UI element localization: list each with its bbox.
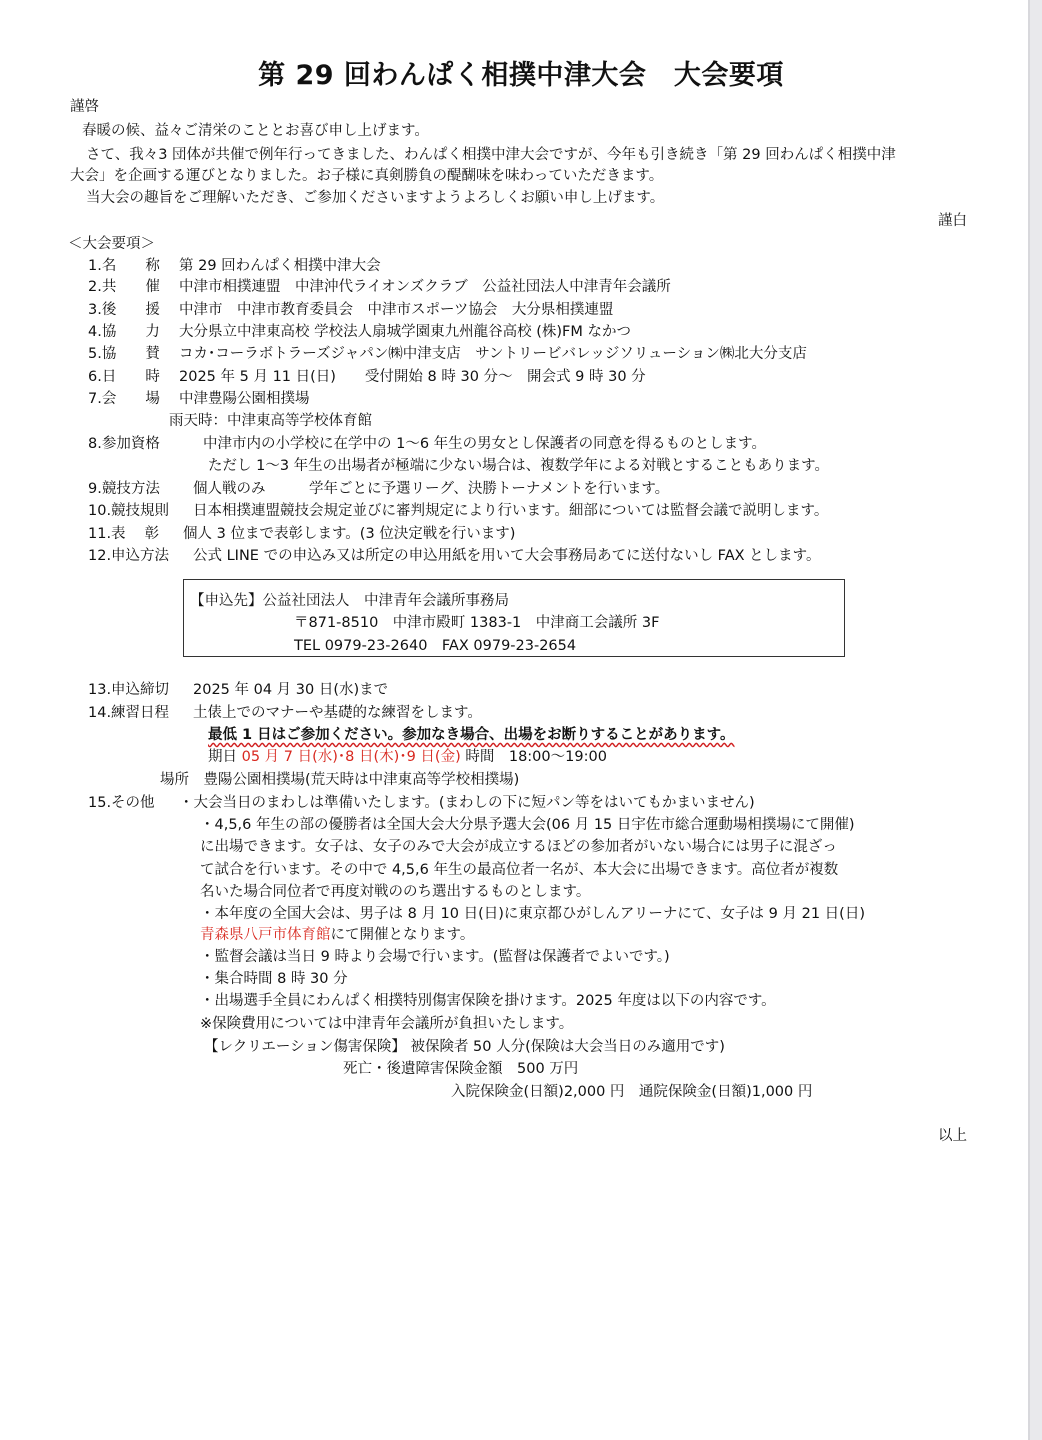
page-edge — [1028, 0, 1030, 1440]
item-value: 日本相撲連盟競技会規定並びに審判規定により行います。細部については監督会議で説明します。 — [193, 503, 829, 519]
section-heading: ＜大会要項＞ — [68, 236, 155, 252]
insurance-hospital: 入院保険金(日額)2,000 円 通院保険金(日額)1,000 円 — [451, 1084, 813, 1100]
item-label: 5.協 賛 — [88, 346, 160, 362]
contact-org: 【申込先】公益社団法人 中津青年会議所事務局 — [190, 593, 509, 609]
note-bullet-2c: て試合を行います。その中で 4,5,6 年生の最高位者一名が、本大会に出場できます。高位者が複数 — [200, 862, 839, 878]
note-bullet-2b: に出場できます。女子は、女子のみで大会が成立するほどの参加者がいない場合には男子に混ざっ — [200, 839, 837, 855]
item-label: 12.申込方法 — [88, 548, 170, 564]
item-value: 中津市内の小学校に在学中の 1～6 年生の男女とし保護者の同意を得るものとします。 — [203, 436, 767, 452]
insurance-heading: 【レクリエーション傷害保険】 被保険者 50 人分(保険は大会当日のみ適用です) — [204, 1039, 725, 1055]
insurance-death: 死亡・後遺障害保険金額 500 万円 — [343, 1061, 579, 1077]
item-label: 15.その他 — [88, 795, 155, 811]
intro-paragraph-2b: 大会」を企画する運びとなりました。お子様に真剣勝負の醍醐味を味わっていただきます。 — [70, 168, 664, 184]
item-value: 2025 年 04 月 30 日(水)まで — [193, 682, 389, 698]
item-label: 14.練習日程 — [88, 705, 170, 721]
national-venue: 青森県八戸市体育館 — [200, 927, 331, 943]
note-bullet-3b — [200, 925, 474, 945]
item-value: 個人 3 位まで表彰します。(3 位決定戦を行います) — [183, 526, 516, 542]
item-value: 中津市相撲連盟 中津沖代ライオンズクラブ 公益社団法人中津青年会議所 — [179, 279, 671, 295]
contact-box — [183, 579, 845, 657]
note-bullet-5: ・集合時間 8 時 30 分 — [200, 971, 348, 987]
practice-notice: 最低 1 日はご参加ください。参加なき場合、出場をお断りすることがあります。 — [208, 727, 735, 743]
item-label: 4.協 力 — [88, 324, 160, 340]
note-bullet-2d: 名いた場合同位者で再度対戦ののち選出するものとします。 — [200, 884, 591, 900]
item-value: 第 29 回わんぱく相撲中津大会 — [179, 258, 381, 274]
item-value: 中津市 中津市教育委員会 中津市スポーツ協会 大分県相撲連盟 — [179, 302, 614, 318]
contact-phone-fax: TEL 0979-23-2640 FAX 0979-23-2654 — [294, 638, 577, 654]
item-label: 9.競技方法 — [88, 481, 160, 497]
practice-dates-row — [208, 747, 607, 767]
item-label: 8.参加資格 — [88, 436, 160, 452]
document-title: 第 29 回わんぱく相撲中津大会 大会要項 — [258, 60, 784, 91]
note-bullet-1: ・大会当日のまわしは準備いたします。(まわしの下に短パン等をはいてもかまいません) — [179, 795, 755, 811]
item-value: 2025 年 5 月 11 日(日) 受付開始 8 時 30 分～ 開会式 9 時 30 分 — [179, 369, 646, 385]
item-label: 3.後 援 — [88, 302, 160, 318]
intro-paragraph-2a: さて、我々3 団体が共催で例年行ってきました、わんぱく相撲中津大会ですが、今年も引き続き「第 29 回わんぱく相撲中津 — [86, 147, 896, 163]
practice-date-prefix: 期日 — [208, 749, 237, 765]
item-value: コカ･コーラボトラーズジャパン㈱中津支店 サントリービバレッジソリューション㈱北大分支店 — [179, 346, 807, 362]
item-value: 大分県立中津東高校 学校法人扇城学園東九州龍谷高校 (株)FM なかつ — [179, 324, 631, 340]
item-label: 10.競技規則 — [88, 503, 170, 519]
item-note: ただし 1～3 年生の出場者が極端に少ない場合は、複数学年による対戦とすることもあります。 — [208, 458, 830, 474]
contact-address: 〒871-8510 中津市殿町 1383-1 中津商工会議所 3F — [294, 615, 660, 631]
item-label: 13.申込締切 — [88, 682, 170, 698]
item-value: 公式 LINE での申込み又は所定の申込用紙を用いて大会事務局あてに送付ないし FAX とします。 — [193, 548, 821, 564]
national-venue-rest: にて開催となります。 — [330, 927, 475, 943]
item-value: 中津豊陽公園相撲場 — [179, 391, 310, 407]
note-bullet-3a: ・本年度の全国大会は、男子は 8 月 10 日(日)に東京都ひがしんアリーナにて、女子は 9 月 21 日(日) — [200, 906, 865, 922]
item-label: 11.表 彰 — [88, 526, 160, 542]
note-bullet-2a: ・4,5,6 年生の部の優勝者は全国大会大分県予選大会(06 月 15 日宇佐市総合運動場相撲場にて開催) — [200, 817, 855, 833]
item-value: 土俵上でのマナーや基礎的な練習をします。 — [193, 705, 482, 721]
end-mark: 以上 — [938, 1128, 967, 1144]
item-label: 2.共 催 — [88, 279, 160, 295]
item-label: 6.日 時 — [88, 369, 160, 385]
intro-paragraph-3: 当大会の趣旨をご理解いただき、ご参加くださいますようよろしくお願い申し上げます。 — [86, 190, 665, 206]
item-value: 個人戦のみ 学年ごとに予選リーグ、決勝トーナメントを行います。 — [193, 481, 670, 497]
practice-dates: 05 月 7 日(水)･8 日(木)･9 日(金) — [241, 749, 461, 765]
practice-time: 時間 18:00～19:00 — [465, 749, 607, 765]
practice-place: 場所 豊陽公園相撲場(荒天時は中津東高等学校相撲場) — [160, 772, 520, 788]
rain-venue: 雨天時：中津東高等学校体育館 — [169, 413, 372, 429]
item-label: 1.名 称 — [88, 258, 160, 274]
item-label: 7.会 場 — [88, 391, 160, 407]
greeting: 謹啓 — [70, 99, 99, 115]
note-bullet-7: ※保険費用については中津青年会議所が負担いたします。 — [200, 1016, 574, 1032]
closing-word: 謹白 — [938, 213, 967, 229]
note-bullet-6: ・出場選手全員にわんぱく相撲特別傷害保険を掛けます。2025 年度は以下の内容です。 — [200, 993, 776, 1009]
note-bullet-4: ・監督会議は当日 9 時より会場で行います。(監督は保護者でよいです。) — [200, 949, 670, 965]
intro-paragraph-1: 春暖の候、益々ご清栄のこととお喜び申し上げます。 — [82, 123, 429, 139]
